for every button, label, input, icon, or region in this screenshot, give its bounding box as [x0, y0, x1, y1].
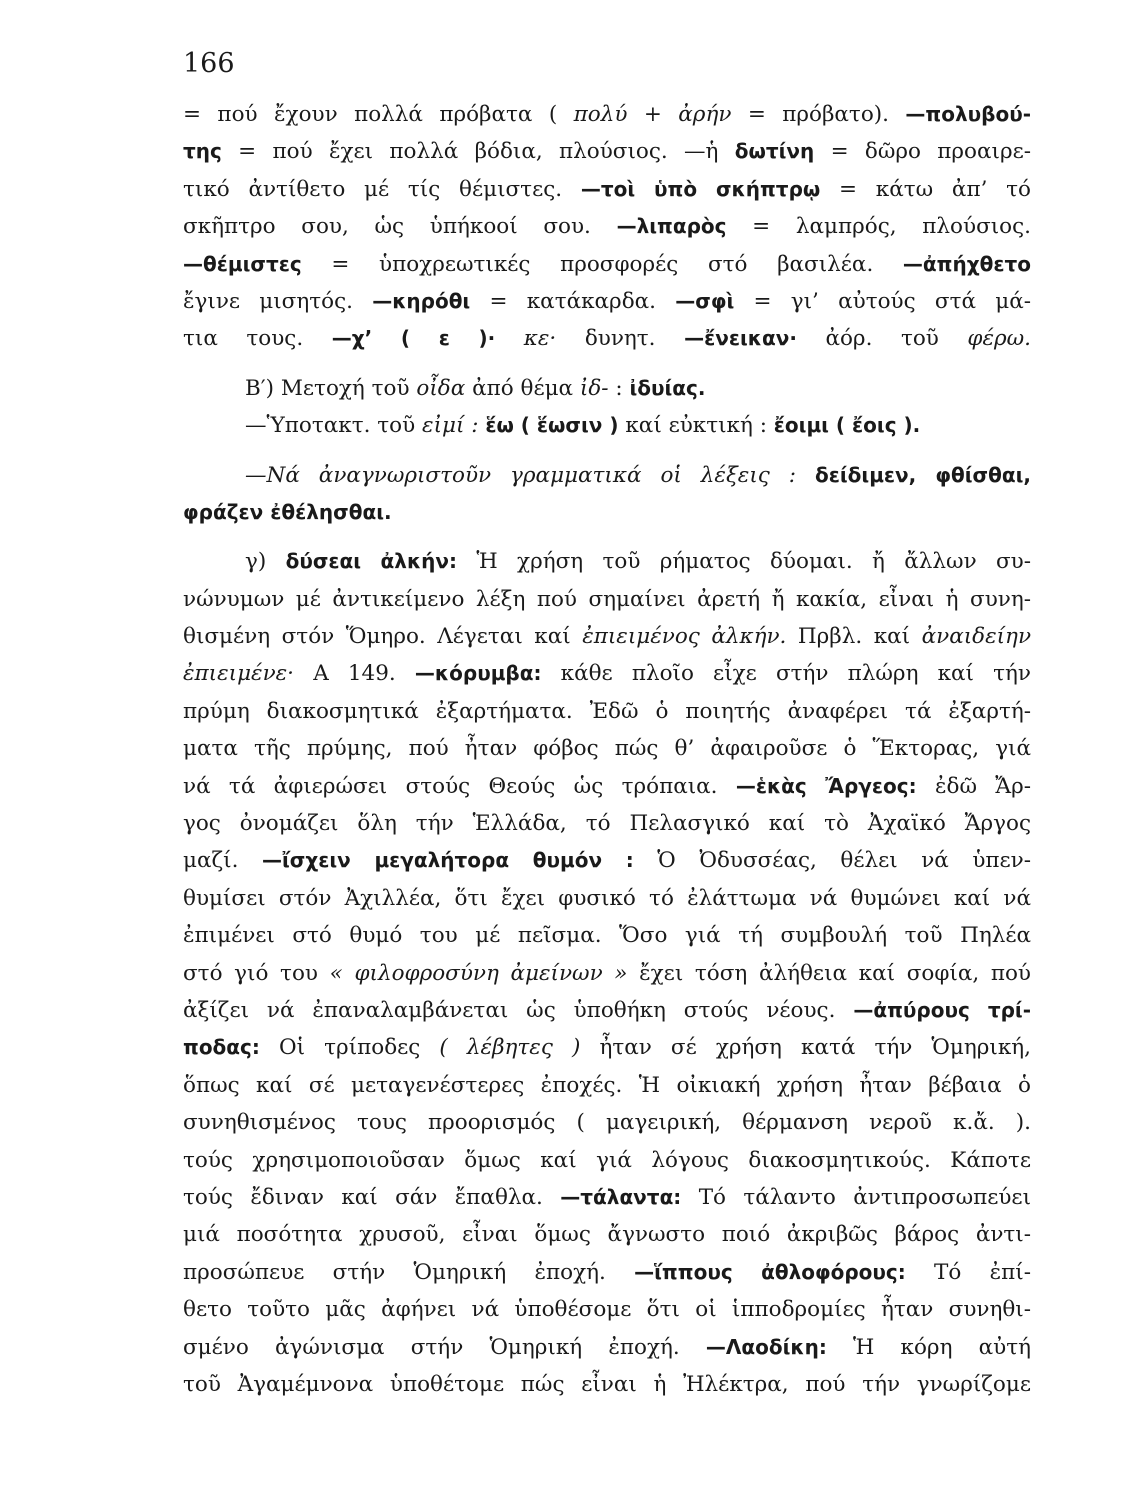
text-line [183, 407, 1031, 444]
headword: —ἀπήχθετο [902, 251, 1031, 276]
text-run: ἀξίζει νά ἐπαναλαμβάνεται ὡς ὑποθήκη στούς νέους. [183, 997, 854, 1023]
text-line [183, 370, 1031, 407]
text-run: = λαμπρός, πλούσιος. [726, 214, 1031, 240]
text-run: = ὑποχρεωτικές προσφορές στό βασιλέα. [301, 251, 903, 277]
text-run: : [608, 375, 630, 401]
text-line [183, 1179, 1031, 1216]
headword: —λιπαρὸς [616, 214, 727, 239]
text-run: ἔγινε μισητός. [183, 288, 373, 314]
text-run: = γι’ αὐτούς στά μά- [734, 288, 1031, 314]
text-run: κάθε πλοῖο εἶχε στήν πλώρη καί τήν [541, 661, 1031, 687]
headword: —Λαοδίκη: [705, 1334, 827, 1359]
headword: ποδας: [183, 1035, 260, 1060]
headword: —τάλαντα: [560, 1184, 682, 1209]
headword: της [183, 139, 222, 164]
text-run: θυμίσει στόν Ἀχιλλέα, ὅτι ἔχει φυσικό τό ἐλάττωμα νά θυμώνει καί νά [183, 885, 1031, 911]
text-run: ὅπως καί σέ μεταγενέστερες ἐποχές. Ἡ οἰκιακή χρήση ἦταν βέβαια ὁ [183, 1072, 1031, 1098]
text-run [495, 326, 524, 351]
text-run: τούς χρησιμοποιοῦσαν ὅμως καί γιά λόγους διακοσμητικούς. Κάποτε [183, 1147, 1031, 1173]
text-run: ἀπό θέμα [465, 375, 580, 401]
text-run: θισμένη στόν Ὅμηρο. Λέγεται καί [183, 624, 583, 650]
text-run: καί εὐκτική : [618, 413, 774, 439]
text-run: Β′) Μετοχή τοῦ [245, 375, 417, 401]
text-line [183, 880, 1031, 917]
headword: δωτίνη [734, 139, 815, 164]
text-run: γος ὀνομάζει ὅλη τήν Ἑλλάδα, τό Πελασγικό καί τὸ Ἀχαϊκό Ἄργος [183, 811, 1031, 837]
text-run: = κάτω ἀπ’ τό [820, 176, 1031, 202]
text-run: ἦταν σέ χρήση κατά τήν Ὁμηρική, [580, 1035, 1031, 1061]
text-run: τικό ἀντίθετο μέ τίς θέμιστες. [183, 176, 581, 202]
italic-phrase: ἀναιδείην [921, 624, 1031, 650]
text-line [183, 992, 1031, 1029]
headword: ἕω ( ἕωσιν ) [485, 413, 619, 438]
headword: φράζεν ἐθέλησθαι. [183, 499, 392, 524]
headword: —πολυβού- [905, 102, 1031, 126]
text-line [183, 1329, 1031, 1366]
text-line [183, 842, 1031, 879]
text-line [183, 543, 1031, 580]
italic-phrase: φέρω. [967, 326, 1031, 352]
page-number: 166 [183, 48, 235, 79]
headword: —χ’ ( ε )· [331, 326, 496, 351]
headword: —ἑκὰς Ἄργεος: [735, 773, 917, 798]
text-run: Α 149. [294, 661, 415, 687]
headword: —κηρόθι [372, 288, 471, 313]
text-run [796, 463, 815, 488]
text-run: ματα τῆς πρύμης, πού ἦταν φόβος πώς θ’ ἀφαιροῦσε ὁ Ἕκτορας, γιά [183, 736, 1031, 762]
italic-phrase: —Νά ἀναγνωριστοῦν γραμματικά οἱ λέξεις : [245, 462, 797, 488]
italic-phrase: πολύ + ἀρήν [573, 102, 732, 127]
text-run: Ὁ Ὀδυσσέας, θέλει νά ὑπεν- [633, 848, 1031, 874]
text-line [183, 1291, 1031, 1328]
text-line [183, 693, 1031, 730]
headword: —κόρυμβα: [414, 661, 542, 686]
text-run: ἐπιμένει στό θυμό του μέ πεῖσμα. Ὅσο γιά τή συμβουλή τοῦ Πηλέα [183, 923, 1031, 949]
text-line [183, 768, 1031, 805]
text-line [183, 457, 1031, 494]
italic-phrase: ἰδ- [579, 375, 609, 401]
headword: δείδιμεν, φθίσθαι, [815, 462, 1031, 487]
commentary-text [183, 96, 1031, 1403]
text-line [183, 96, 1031, 133]
text-line [183, 1254, 1031, 1291]
italic-phrase: ἐπιειμένος ἀλκήν. [582, 624, 787, 650]
text-run: δυνητ. [556, 326, 685, 352]
text-line [183, 283, 1031, 320]
text-run: νώνυμων μέ ἀντικείμενο λέξη πού σημαίνει ἀρετή ἤ κακία, εἶναι ἡ συνη- [183, 586, 1031, 612]
headword: —ἵππους ἀθλοφόρους: [634, 1259, 906, 1284]
italic-phrase: « φιλοφροσύνη ἀμείνων » [329, 960, 628, 986]
text-run: μιά ποσότητα χρυσοῦ, εἶναι ὅμως ἄγνωστο ποιό ἀκριβῶς βάρος ἀντι- [183, 1222, 1031, 1248]
italic-phrase: ἐπιειμένε· [183, 661, 295, 687]
text-line [183, 917, 1031, 954]
text-line [183, 171, 1031, 208]
headword: ἔοιμι ( ἔοις ). [773, 413, 921, 438]
text-run: τοῦ Ἀγαμέμνονα ὑποθέτομε πώς εἶναι ἡ Ἠλέκτρα, πού τήν γνωρίζομε [183, 1371, 1031, 1397]
text-run: Τό ἐπί- [905, 1259, 1031, 1285]
text-run: στό γιό του [183, 960, 330, 986]
text-run: Ἡ κόρη αὐτή [826, 1334, 1031, 1360]
text-run: Τό τάλαντο ἀντιπροσωπεύει [681, 1184, 1031, 1210]
text-run: —Ὑποτακτ. τοῦ [245, 413, 423, 439]
text-run: = δῶρο προαιρε- [814, 139, 1031, 165]
text-run: μαζί. [183, 848, 262, 874]
text-line [183, 1142, 1031, 1179]
italic-phrase: ( λέβητες ) [439, 1035, 581, 1061]
headword: —σφὶ [675, 288, 735, 313]
text-run: συνηθισμένος τους προορισμός ( μαγειρική, θέρμανση νεροῦ κ.ἄ. ). [183, 1110, 1031, 1136]
text-run: πρύμη διακοσμητικά ἐξαρτήματα. Ἐδῶ ὁ ποιητής ἀναφέρει τά ἐξαρτή- [183, 698, 1031, 724]
text-run: Πρβλ. καί [786, 624, 922, 650]
text-run: σκῆπτρο σου, ὡς ὑπήκοοί σου. [183, 214, 617, 240]
text-line [183, 1104, 1031, 1141]
headword: —θέμιστες [183, 251, 302, 276]
text-line [183, 320, 1031, 357]
text-line [183, 494, 1031, 531]
text-line [183, 208, 1031, 245]
text-run: τούς ἔδιναν καί σάν ἔπαθλα. [183, 1184, 561, 1210]
text-line [183, 655, 1031, 692]
headword: ἰδυίας. [629, 375, 706, 400]
italic-phrase: εἰμί : [422, 413, 479, 439]
text-line [183, 1366, 1031, 1403]
text-run: ἔχει τόση ἀλήθεια καί σοφία, πού [627, 960, 1031, 986]
headword: —ἴσχειν μεγαλήτορα θυμόν : [261, 848, 634, 873]
text-line [183, 730, 1031, 767]
text-run: = πρόβατο). [731, 102, 906, 127]
text-line [183, 1067, 1031, 1104]
text-run: τια τους. [183, 326, 332, 352]
text-run: θετο τοῦτο μᾶς ἀφήνει νά ὑποθέσομε ὅτι οἱ ἱπποδρομίες ἦταν συνηθι- [183, 1297, 1031, 1323]
text-run: Ἡ χρήση τοῦ ρήματος δύομαι. ἤ ἄλλων συ- [457, 549, 1031, 575]
text-line [183, 133, 1031, 170]
text-run: προσώπευε στήν Ὁμηρική ἐποχή. [183, 1259, 635, 1285]
italic-phrase: κε· [523, 326, 557, 352]
italic-phrase: οἶδα [416, 375, 466, 401]
text-line [183, 1029, 1031, 1066]
text-run: = πού ἔχει πολλά βόδια, πλούσιος. —ἡ [221, 139, 735, 165]
text-run: = κατάκαρδα. [470, 288, 676, 314]
text-run: ἀόρ. τοῦ [796, 326, 968, 352]
text-run: γ) [245, 549, 286, 575]
text-line [183, 618, 1031, 655]
text-line [183, 955, 1031, 992]
text-run: Οἱ τρίποδες [259, 1035, 440, 1061]
text-run: νά τά ἀφιερώσει στούς Θεούς ὡς τρόπαια. [183, 773, 736, 799]
headword: —τοὶ ὑπὸ σκήπτρῳ [580, 176, 821, 201]
headword: δύσεαι ἀλκήν: [285, 549, 458, 574]
headword: —ἀπύρους τρί- [853, 997, 1031, 1022]
headword: —ἔνεικαν· [684, 326, 797, 351]
text-run: σμένο ἀγώνισμα στήν Ὁμηρική ἐποχή. [183, 1334, 706, 1360]
text-line [183, 246, 1031, 283]
text-line [183, 1216, 1031, 1253]
text-line [183, 581, 1031, 618]
text-run: = πού ἔχουν πολλά πρόβατα ( [183, 102, 574, 127]
text-line [183, 805, 1031, 842]
text-run: ἐδῶ Ἄρ- [916, 773, 1031, 799]
